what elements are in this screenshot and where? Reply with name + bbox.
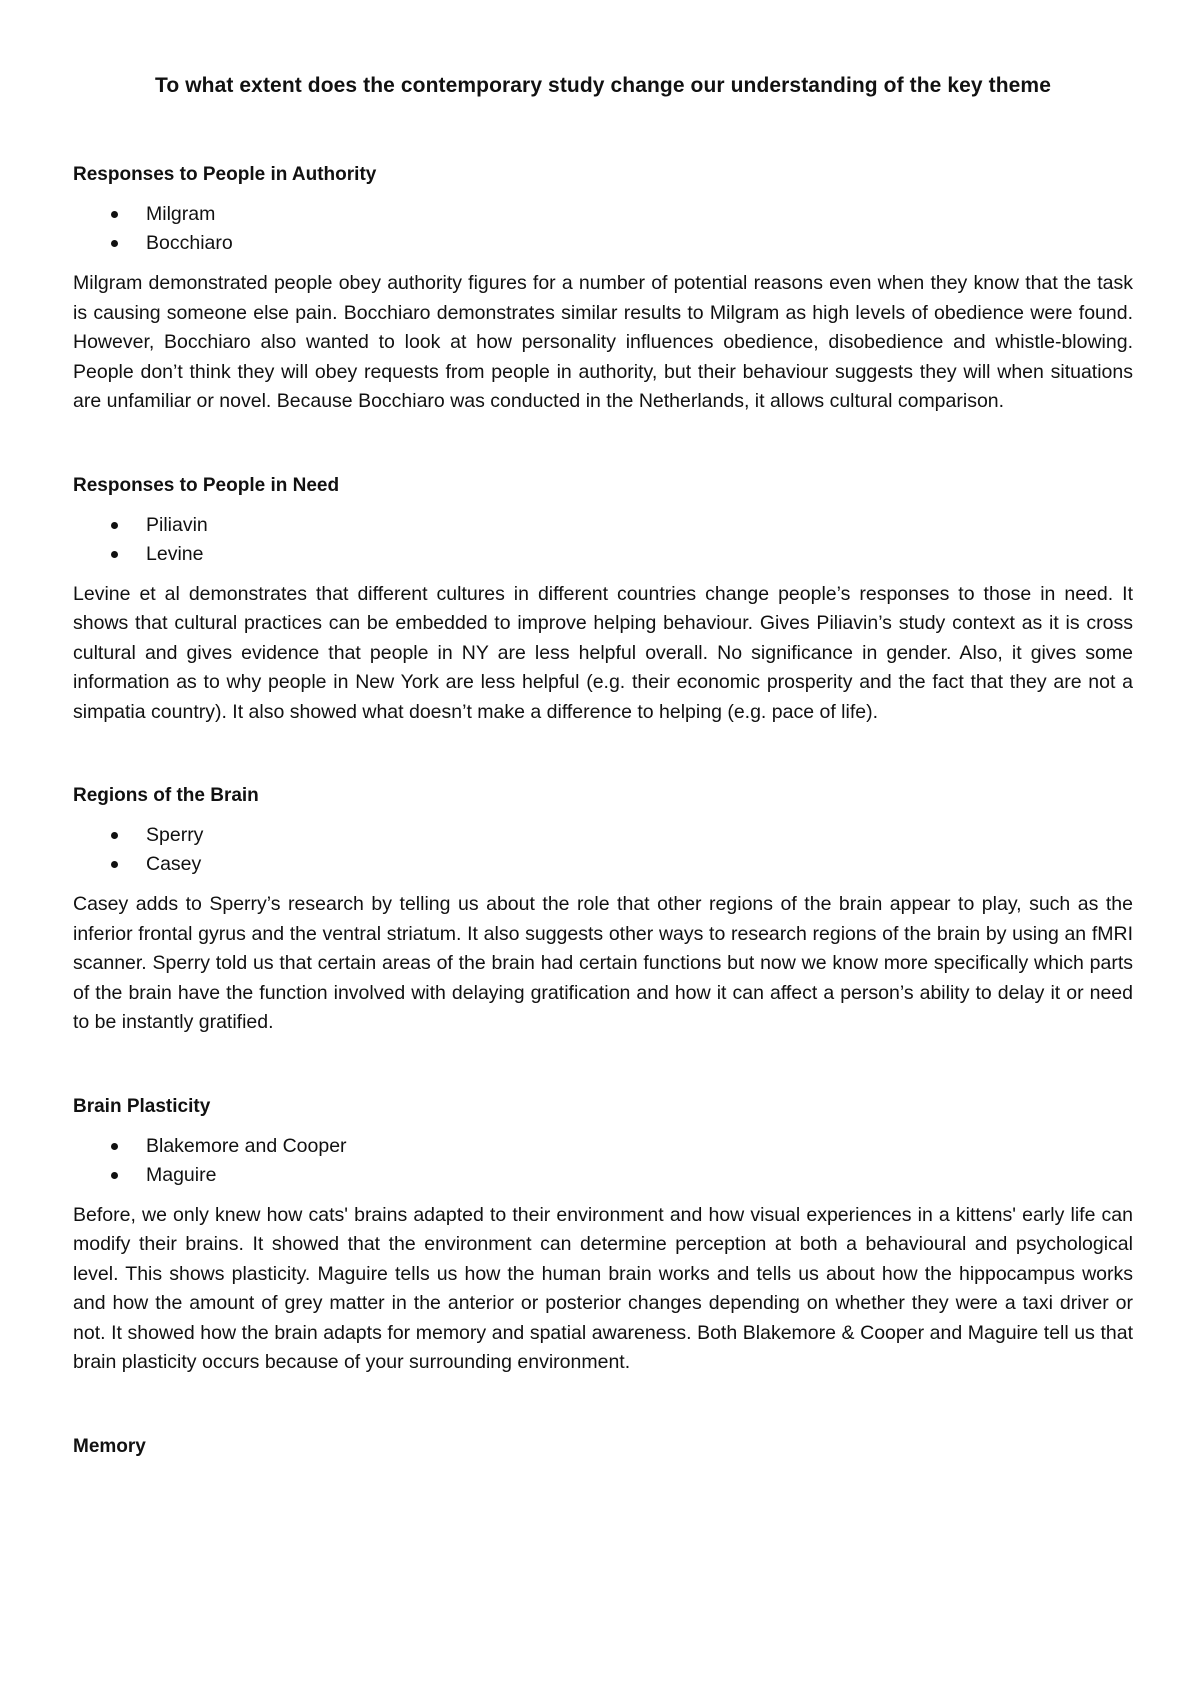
list-item xyxy=(73,850,1133,879)
bullet-icon xyxy=(111,551,118,558)
list-item xyxy=(73,540,1133,569)
section-brain-plasticity xyxy=(73,1094,1133,1378)
list-item-label: Casey xyxy=(146,853,202,875)
document-title: To what extent does the contemporary study change our understanding of the key theme xyxy=(155,74,1051,97)
section-heading: Memory xyxy=(73,1435,146,1457)
section-heading: Responses to People in Authority xyxy=(73,164,377,185)
bullet-icon xyxy=(111,522,118,529)
list-item-label: Sperry xyxy=(146,824,204,846)
list-item-label: Maguire xyxy=(146,1163,217,1186)
study-list xyxy=(73,511,1133,569)
bullet-icon xyxy=(111,211,118,218)
section-memory xyxy=(73,1434,1133,1460)
section-paragraph: Casey adds to Sperry’s research by telling us about the role that other regions of the brain appear to play, such as the inferior frontal gyrus and the ventral striatum. It also suggests other ways to research regions of the brain by using an fMRI scanner. Sperry told us that certain areas of the brain had certain functions but now we know more specifically which parts of the brain have the function involved with delaying gratification and how it can affect a person’s ability to delay it or need to be instantly gratified. xyxy=(73,893,1133,1033)
list-item xyxy=(73,1161,1133,1190)
study-list xyxy=(73,821,1133,879)
bullet-icon xyxy=(111,1172,118,1179)
study-list xyxy=(73,1132,1133,1190)
document-page xyxy=(73,70,1133,1460)
section-paragraph: Milgram demonstrated people obey authority figures for a number of potential reasons even when they know that the task is causing someone else pain. Bocchiaro demonstrates similar results to Milgram as high levels of obedience were found. However, Bocchiaro also wanted to look at how personality influences obedience, disobedience and whistle-blowing. People don’t think they will obey requests from people in authority, but their behaviour suggests they will when situations are unfamiliar or novel. Because Bocchiaro was conducted in the Netherlands, it allows cultural comparison. xyxy=(73,272,1133,412)
list-item-label: Bocchiaro xyxy=(146,232,233,254)
bullet-icon xyxy=(111,240,118,247)
section-responses-to-authority xyxy=(73,162,1133,417)
list-item-label: Milgram xyxy=(146,203,216,225)
section-responses-to-need xyxy=(73,473,1133,728)
study-list xyxy=(73,200,1133,258)
bullet-icon xyxy=(111,861,118,868)
section-heading: Responses to People in Need xyxy=(73,474,340,496)
list-item-label: Piliavin xyxy=(146,513,208,536)
section-heading: Brain Plasticity xyxy=(73,1095,211,1117)
bullet-icon xyxy=(111,1143,118,1150)
list-item xyxy=(73,229,1133,258)
list-item xyxy=(73,511,1133,540)
section-paragraph: Before, we only knew how cats' brains adapted to their environment and how visual experiences in a kittens' early life can modify their brains. It showed that the environment can determine perception at both a behavioural and psychological level. This shows plasticity. Maguire tells us how the human brain works and tells us about how the hippocampus works and how the amount of grey matter in the anterior or posterior changes depending on whether they were a taxi driver or not. It showed how the brain adapts for memory and spatial awareness. Both Blakemore & Cooper and Maguire tell us that brain plasticity occurs because of your surrounding environment. xyxy=(73,1203,1133,1373)
bullet-icon xyxy=(111,832,118,839)
section-heading: Regions of the Brain xyxy=(73,785,259,806)
list-item-label: Levine xyxy=(146,542,204,565)
list-item xyxy=(73,200,1133,229)
list-item xyxy=(73,1132,1133,1161)
list-item xyxy=(73,821,1133,850)
section-paragraph: Levine et al demonstrates that different cultures in different countries change people’s responses to those in need. It shows that cultural practices can be embedded to improve helping behaviour. Gives Piliavin’s study context as it is cross cultural and gives evidence that people in NY are less helpful overall. No significance in gender. Also, it gives some information as to why people in New York are less helpful (e.g. their economic prosperity and the fact that they are not a simpatia country). It also showed what doesn’t make a difference to helping (e.g. pace of life). xyxy=(73,582,1133,723)
section-regions-of-brain xyxy=(73,783,1133,1038)
list-item-label: Blakemore and Cooper xyxy=(146,1134,347,1157)
